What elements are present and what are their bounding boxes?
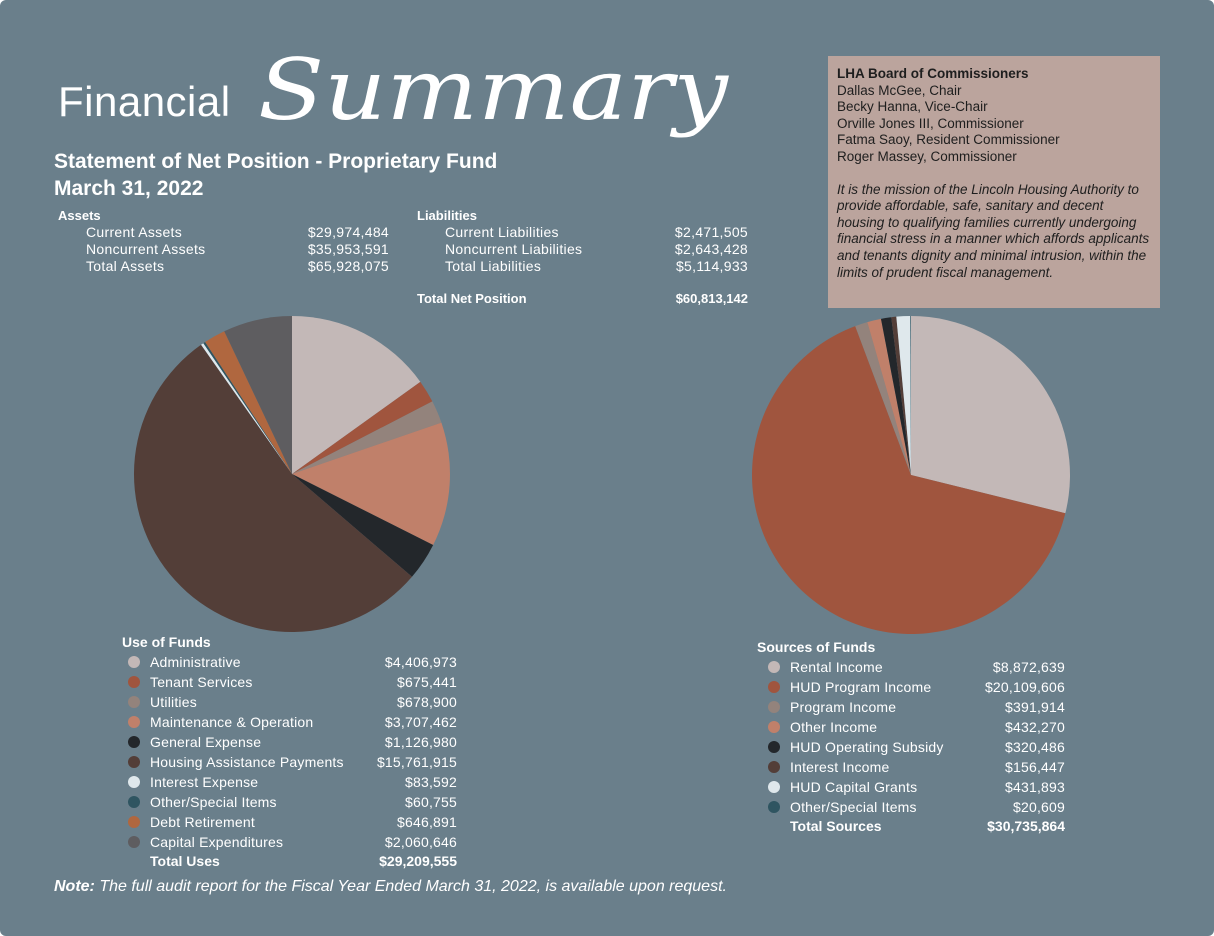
uses-legend-item <box>128 792 457 812</box>
total-uses-value: $29,209,555 <box>379 853 457 869</box>
row-label: Noncurrent Assets <box>86 241 206 257</box>
uses-legend-item <box>128 672 457 692</box>
sources-of-funds-title: Sources of Funds <box>757 639 876 655</box>
legend-value: $646,891 <box>397 814 457 830</box>
legend-swatch <box>128 796 140 808</box>
statement-date: March 31, 2022 <box>54 177 204 200</box>
use-of-funds-title: Use of Funds <box>122 634 211 650</box>
legend-label: Housing Assistance Payments <box>150 754 344 770</box>
legend-value: $432,270 <box>1005 719 1065 735</box>
legend-swatch <box>768 761 780 773</box>
legend-value: $156,447 <box>1005 759 1065 775</box>
row-value: $5,114,933 <box>675 258 748 274</box>
note-label: Note: <box>54 878 95 895</box>
legend-label: General Expense <box>150 734 262 750</box>
legend-swatch <box>128 816 140 828</box>
legend-label: Other/Special Items <box>790 799 917 815</box>
assets-row <box>86 224 389 240</box>
legend-value: $20,609 <box>1012 799 1065 815</box>
legend-value: $8,872,639 <box>992 659 1065 675</box>
net-position-value: $60,813,142 <box>675 291 748 306</box>
legend-value: $20,109,606 <box>984 679 1065 695</box>
uses-legend-item <box>128 692 457 712</box>
legend-value: $431,893 <box>1005 779 1065 795</box>
legend-swatch <box>768 701 780 713</box>
legend-value: $1,126,980 <box>384 734 457 750</box>
legend-swatch <box>128 736 140 748</box>
uses-legend-item <box>128 832 457 852</box>
legend-label: Other/Special Items <box>150 794 277 810</box>
legend-value: $320,486 <box>1005 739 1065 755</box>
legend-value: $83,592 <box>404 774 457 790</box>
title-financial: Financial <box>58 78 231 125</box>
legend-swatch <box>768 801 780 813</box>
row-label: Total Liabilities <box>445 258 542 274</box>
board-member: Becky Hanna, Vice-Chair <box>837 99 988 115</box>
total-uses-label: Total Uses <box>150 853 220 869</box>
sources-of-funds-pie-chart <box>750 314 1072 636</box>
legend-label: Maintenance & Operation <box>150 714 314 730</box>
legend-label: HUD Capital Grants <box>790 779 918 795</box>
legend-value: $15,761,915 <box>376 754 457 770</box>
row-value: $2,643,428 <box>674 241 748 257</box>
legend-swatch <box>128 776 140 788</box>
legend-swatch <box>128 676 140 688</box>
statement-title: Statement of Net Position - Proprietary Fund <box>54 150 498 173</box>
legend-label: Interest Expense <box>150 774 259 790</box>
legend-swatch <box>128 716 140 728</box>
legend-label: Debt Retirement <box>150 814 255 830</box>
assets-row <box>86 241 389 257</box>
sources-legend-item <box>768 717 1065 737</box>
uses-legend-item <box>128 812 457 832</box>
total-uses-row <box>150 851 457 871</box>
total-net-position <box>417 291 748 306</box>
sources-legend-item <box>768 677 1065 697</box>
uses-legend-item <box>128 652 457 672</box>
legend-value: $2,060,646 <box>384 834 457 850</box>
legend-value: $60,755 <box>404 794 457 810</box>
board-member: Orville Jones III, Commissioner <box>837 115 1024 131</box>
legend-label: Capital Expenditures <box>150 834 284 850</box>
legend-value: $678,900 <box>397 694 457 710</box>
liabilities-heading: Liabilities <box>417 208 477 223</box>
row-label: Current Liabilities <box>445 224 559 240</box>
legend-label: Utilities <box>150 694 197 710</box>
uses-legend-item <box>128 752 457 772</box>
legend-swatch <box>128 756 140 768</box>
sources-legend-item <box>768 777 1065 797</box>
legend-swatch <box>768 721 780 733</box>
legend-label: Rental Income <box>790 659 883 675</box>
uses-legend-item <box>128 712 457 732</box>
row-value: $35,953,591 <box>307 241 389 257</box>
legend-label: Other Income <box>790 719 878 735</box>
use-of-funds-pie-chart <box>132 314 452 634</box>
audit-note <box>54 878 727 896</box>
legend-label: HUD Operating Subsidy <box>790 739 944 755</box>
sources-legend-item <box>768 657 1065 677</box>
legend-label: Program Income <box>790 699 897 715</box>
sources-legend-item <box>768 757 1065 777</box>
liabilities-row <box>445 241 748 257</box>
legend-label: Interest Income <box>790 759 890 775</box>
board-member: Roger Massey, Commissioner <box>837 148 1017 164</box>
legend-swatch <box>768 661 780 673</box>
assets-heading: Assets <box>58 208 101 223</box>
board-member: Dallas McGee, Chair <box>837 82 962 98</box>
assets-row <box>86 258 389 274</box>
total-sources-label: Total Sources <box>790 818 882 834</box>
board-heading: LHA Board of Commissioners <box>837 66 1029 81</box>
row-label: Noncurrent Liabilities <box>445 241 583 257</box>
legend-swatch <box>128 696 140 708</box>
board-member: Fatma Saoy, Resident Commissioner <box>837 132 1060 148</box>
legend-value: $3,707,462 <box>384 714 457 730</box>
legend-value: $675,441 <box>397 674 457 690</box>
legend-value: $4,406,973 <box>384 654 457 670</box>
row-label: Current Assets <box>86 224 183 240</box>
title-summary-script: Summary <box>258 41 728 139</box>
sources-legend-item <box>768 797 1065 817</box>
legend-value: $391,914 <box>1005 699 1065 715</box>
sources-legend-item <box>768 697 1065 717</box>
mission-statement: It is the mission of the Lincoln Housing Authority to provide affordable, safe, sanitary and decent housing to qualifying families currently undergoing financial stress in a manner which affords applicants and tenants dignity and minimal intrusion, within the limits of prudent fiscal management. <box>837 181 1150 280</box>
row-value: $29,974,484 <box>307 224 389 240</box>
board-of-commissioners-box <box>828 56 1160 308</box>
liabilities-row <box>445 224 748 240</box>
row-value: $2,471,505 <box>674 224 748 240</box>
sources-legend-item <box>768 737 1065 757</box>
liabilities-row <box>445 258 748 274</box>
legend-swatch <box>768 681 780 693</box>
total-sources-row <box>790 816 1065 836</box>
total-sources-value: $30,735,864 <box>987 818 1065 834</box>
legend-swatch <box>128 836 140 848</box>
legend-label: Tenant Services <box>150 674 253 690</box>
legend-swatch <box>128 656 140 668</box>
note-text: The full audit report for the Fiscal Year Ended March 31, 2022, is available upon request. <box>94 878 727 895</box>
legend-swatch <box>768 781 780 793</box>
row-value: $65,928,075 <box>307 258 389 274</box>
legend-label: Administrative <box>150 654 241 670</box>
uses-legend-item <box>128 772 457 792</box>
net-position-label: Total Net Position <box>417 291 527 306</box>
uses-legend-item <box>128 732 457 752</box>
legend-label: HUD Program Income <box>790 679 932 695</box>
legend-swatch <box>768 741 780 753</box>
row-label: Total Assets <box>86 258 165 274</box>
